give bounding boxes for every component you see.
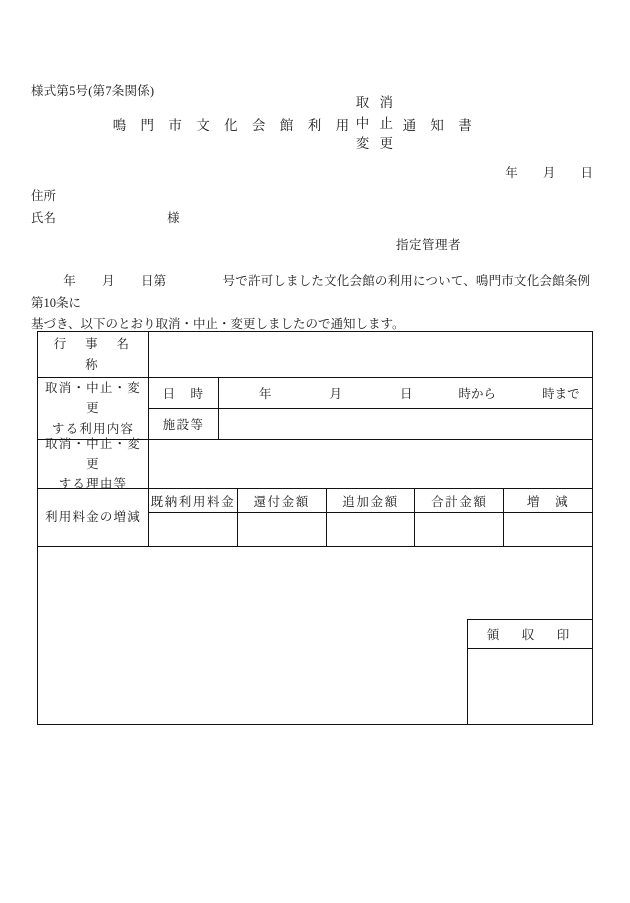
fee-header-refund: 還付金額 bbox=[238, 489, 327, 513]
title-option-cancel: 取 消 bbox=[355, 95, 397, 110]
permit-date-month: 月 bbox=[101, 274, 115, 288]
permit-date-day-no: 日第 bbox=[140, 274, 167, 288]
notes-blank-space bbox=[38, 547, 592, 724]
fee-value-refund[interactable] bbox=[238, 513, 327, 547]
body-text-line1: 号で許可しました文化会館の利用について、鳴門市文化会館条例第10条に bbox=[31, 274, 590, 310]
reason-value[interactable] bbox=[149, 440, 592, 489]
facility-label: 施設等 bbox=[149, 409, 219, 440]
fee-header-total: 合計金額 bbox=[415, 489, 504, 513]
recipient-address-row bbox=[31, 186, 180, 208]
table-subrow-facility bbox=[149, 409, 592, 440]
issue-date-day: 日 bbox=[580, 166, 593, 180]
receipt-seal-area[interactable] bbox=[468, 649, 593, 725]
fee-header-row bbox=[149, 489, 592, 513]
recipient-name-row bbox=[31, 208, 180, 230]
body-paragraph bbox=[31, 271, 590, 336]
form-number: 様式第5号(第7条関係) bbox=[31, 84, 155, 98]
receipt-seal-box bbox=[467, 619, 593, 725]
use-content-subrows bbox=[149, 378, 592, 440]
datetime-day: 日 bbox=[400, 387, 413, 401]
fee-header-additional: 追加金額 bbox=[327, 489, 416, 513]
document-title-tail: 通 知 書 bbox=[402, 117, 478, 133]
issue-date-year: 年 bbox=[505, 166, 518, 180]
fee-value-additional[interactable] bbox=[327, 513, 416, 547]
fee-value-row bbox=[149, 513, 592, 547]
recipient-name-label: 氏名 bbox=[31, 210, 57, 225]
fee-value-total[interactable] bbox=[415, 513, 504, 547]
table-subrow-datetime bbox=[149, 378, 592, 409]
permit-date-year: 年 bbox=[63, 274, 76, 288]
table-row-notes bbox=[38, 547, 592, 724]
receipt-seal-label: 領 収 印 bbox=[468, 620, 593, 649]
issue-date-month: 月 bbox=[542, 166, 556, 180]
table-row-fee bbox=[38, 489, 592, 547]
recipient-address-label: 住所 bbox=[31, 189, 57, 203]
notes-area[interactable] bbox=[38, 547, 592, 724]
issue-date-line bbox=[505, 163, 593, 181]
fee-header-paid: 既納利用料金 bbox=[149, 489, 238, 513]
datetime-label: 日 時 bbox=[149, 378, 219, 409]
reason-label: 取消・中止・変更 する理由等 bbox=[38, 440, 149, 489]
title-option-suspend: 中 止 bbox=[355, 115, 397, 131]
document-title bbox=[112, 93, 478, 155]
datetime-to: 時まで bbox=[542, 387, 580, 401]
body-text-line2: 基づき、以下のとおり取消・中止・変更しましたので通知します。 bbox=[31, 317, 405, 331]
recipient-block bbox=[31, 186, 180, 229]
table-row-use-content bbox=[38, 378, 592, 440]
fee-value-paid[interactable] bbox=[149, 513, 238, 547]
datetime-from: 時から bbox=[458, 387, 497, 401]
issuer-label: 指定管理者 bbox=[396, 238, 462, 252]
fee-label: 利用料金の増減 bbox=[38, 489, 149, 547]
facility-value[interactable] bbox=[219, 409, 592, 440]
datetime-year: 年 bbox=[259, 387, 272, 401]
datetime-value[interactable] bbox=[219, 378, 592, 409]
recipient-honorific: 様 bbox=[167, 210, 180, 225]
document-title-options bbox=[356, 93, 397, 155]
use-content-label: 取消・中止・変更 する利用内容 bbox=[38, 378, 149, 440]
datetime-month: 月 bbox=[329, 387, 343, 401]
document-title-main: 鳴 門 市 文 化 会 館 利 用 bbox=[112, 117, 355, 133]
fee-grid bbox=[149, 489, 592, 547]
fee-value-difference[interactable] bbox=[504, 513, 592, 547]
event-name-value[interactable] bbox=[149, 332, 592, 378]
title-option-change: 変 更 bbox=[355, 136, 397, 152]
table-row-reason bbox=[38, 436, 592, 492]
fee-header-difference: 増 減 bbox=[504, 489, 592, 513]
event-name-label: 行 事 名 称 bbox=[38, 332, 149, 378]
table-row-event-name bbox=[38, 332, 592, 378]
notification-form-table bbox=[37, 331, 593, 725]
